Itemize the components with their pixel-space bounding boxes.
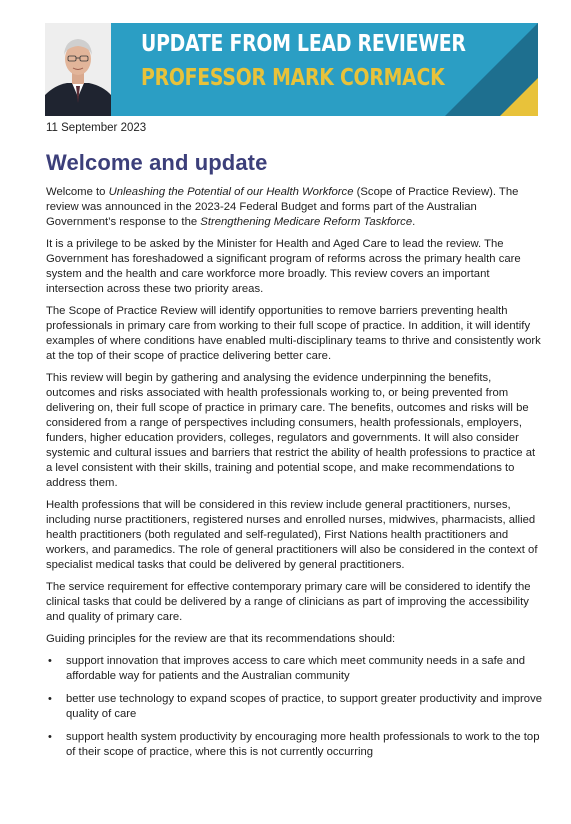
paragraph: The service requirement for effective contemporary primary care will be considered to identify the clinical tasks that could be delivered by a range of clinicians as part of improving the accessibility and quality of primary care. [46, 581, 531, 623]
intro-review-title: Unleashing the Potential of our Health Workforce [108, 186, 354, 198]
list-item-text: better use technology to expand scopes of practice, to support greater productivity and improve quality of care [66, 693, 542, 720]
paragraph: Health professions that will be considered in this review include general practitioners, nurses, including nurse practitioners, registered nurses and enrolled nurses, midwives, pharmacists, allied health practitioners (both regulated and self-regulated), First Nations health practitioners and workers, and paramedics. The role of general practitioners will also be considered in the context of specialist medical tasks that could be delivered by general practitioners. [46, 499, 538, 571]
list-item [46, 654, 543, 684]
intro-text-2: (Scope of Practice Review). The review was announced in the 2023-24 Federal Budget and forms part of the Australian Government’s response to the [46, 186, 519, 228]
guiding-principles-list [46, 654, 543, 760]
banner-heading: UPDATE FROM LEAD REVIEWER [141, 31, 466, 57]
header-banner [45, 23, 538, 116]
paragraph: It is a privilege to be asked by the Minister for Health and Aged Care to lead the review. The Government has foreshadowed a significant program of reforms across the primary health care system and the health and care workforce more broadly. This review covers an important intersection across these two priority areas. [46, 238, 521, 295]
paragraph: Guiding principles for the review are that its recommendations should: [46, 633, 396, 645]
list-item [46, 730, 543, 760]
intro-taskforce-name: Strengthening Medicare Reform Taskforce [200, 216, 413, 228]
bullet-icon: • [48, 655, 52, 667]
intro-paragraph [46, 185, 543, 230]
paragraph: This review will begin by gathering and analysing the evidence underpinning the benefits, outcomes and risks associated with health professionals working to, or being prevented from delivering on, their full scope of practice in primary care. The benefits, outcomes and risks will be considered from a range of perspectives including consumers, health professionals, employers, funders, higher education providers, colleges, regulators and governments. It will also consider systemic and cultural issues and barriers that restrict the ability of health professions to practice at a level consistent with their skills, training and potential scope, and make recommendations to address them. [46, 372, 536, 489]
paragraph: The Scope of Practice Review will identify opportunities to remove barriers preventing health professionals in primary care from working to their full scope of practice. In addition, it will identify examples of where conditions have enabled multi-disciplinary teams to thrive and consistently work at the top of their scope of practice delivering better care. [46, 305, 541, 362]
reviewer-photo [45, 23, 111, 116]
intro-text-3: . [412, 216, 416, 228]
intro-text-1: Welcome to [46, 186, 109, 198]
page-title: Welcome and update [46, 150, 268, 175]
bullet-icon: • [48, 693, 52, 705]
document-date: 11 September 2023 [46, 122, 147, 134]
banner-text [141, 29, 521, 93]
list-item-text: support innovation that improves access to care which meet community needs in a safe and affordable way for patients and the Australian community [66, 655, 526, 682]
bullet-icon: • [48, 731, 52, 743]
document-body [46, 185, 543, 768]
banner-subheading: PROFESSOR MARK CORMACK [141, 65, 445, 91]
list-item [46, 692, 543, 722]
list-item-text: support health system productivity by encouraging more health professionals to work to the top of their scope of practice, where this is not currently occurring [66, 731, 540, 758]
